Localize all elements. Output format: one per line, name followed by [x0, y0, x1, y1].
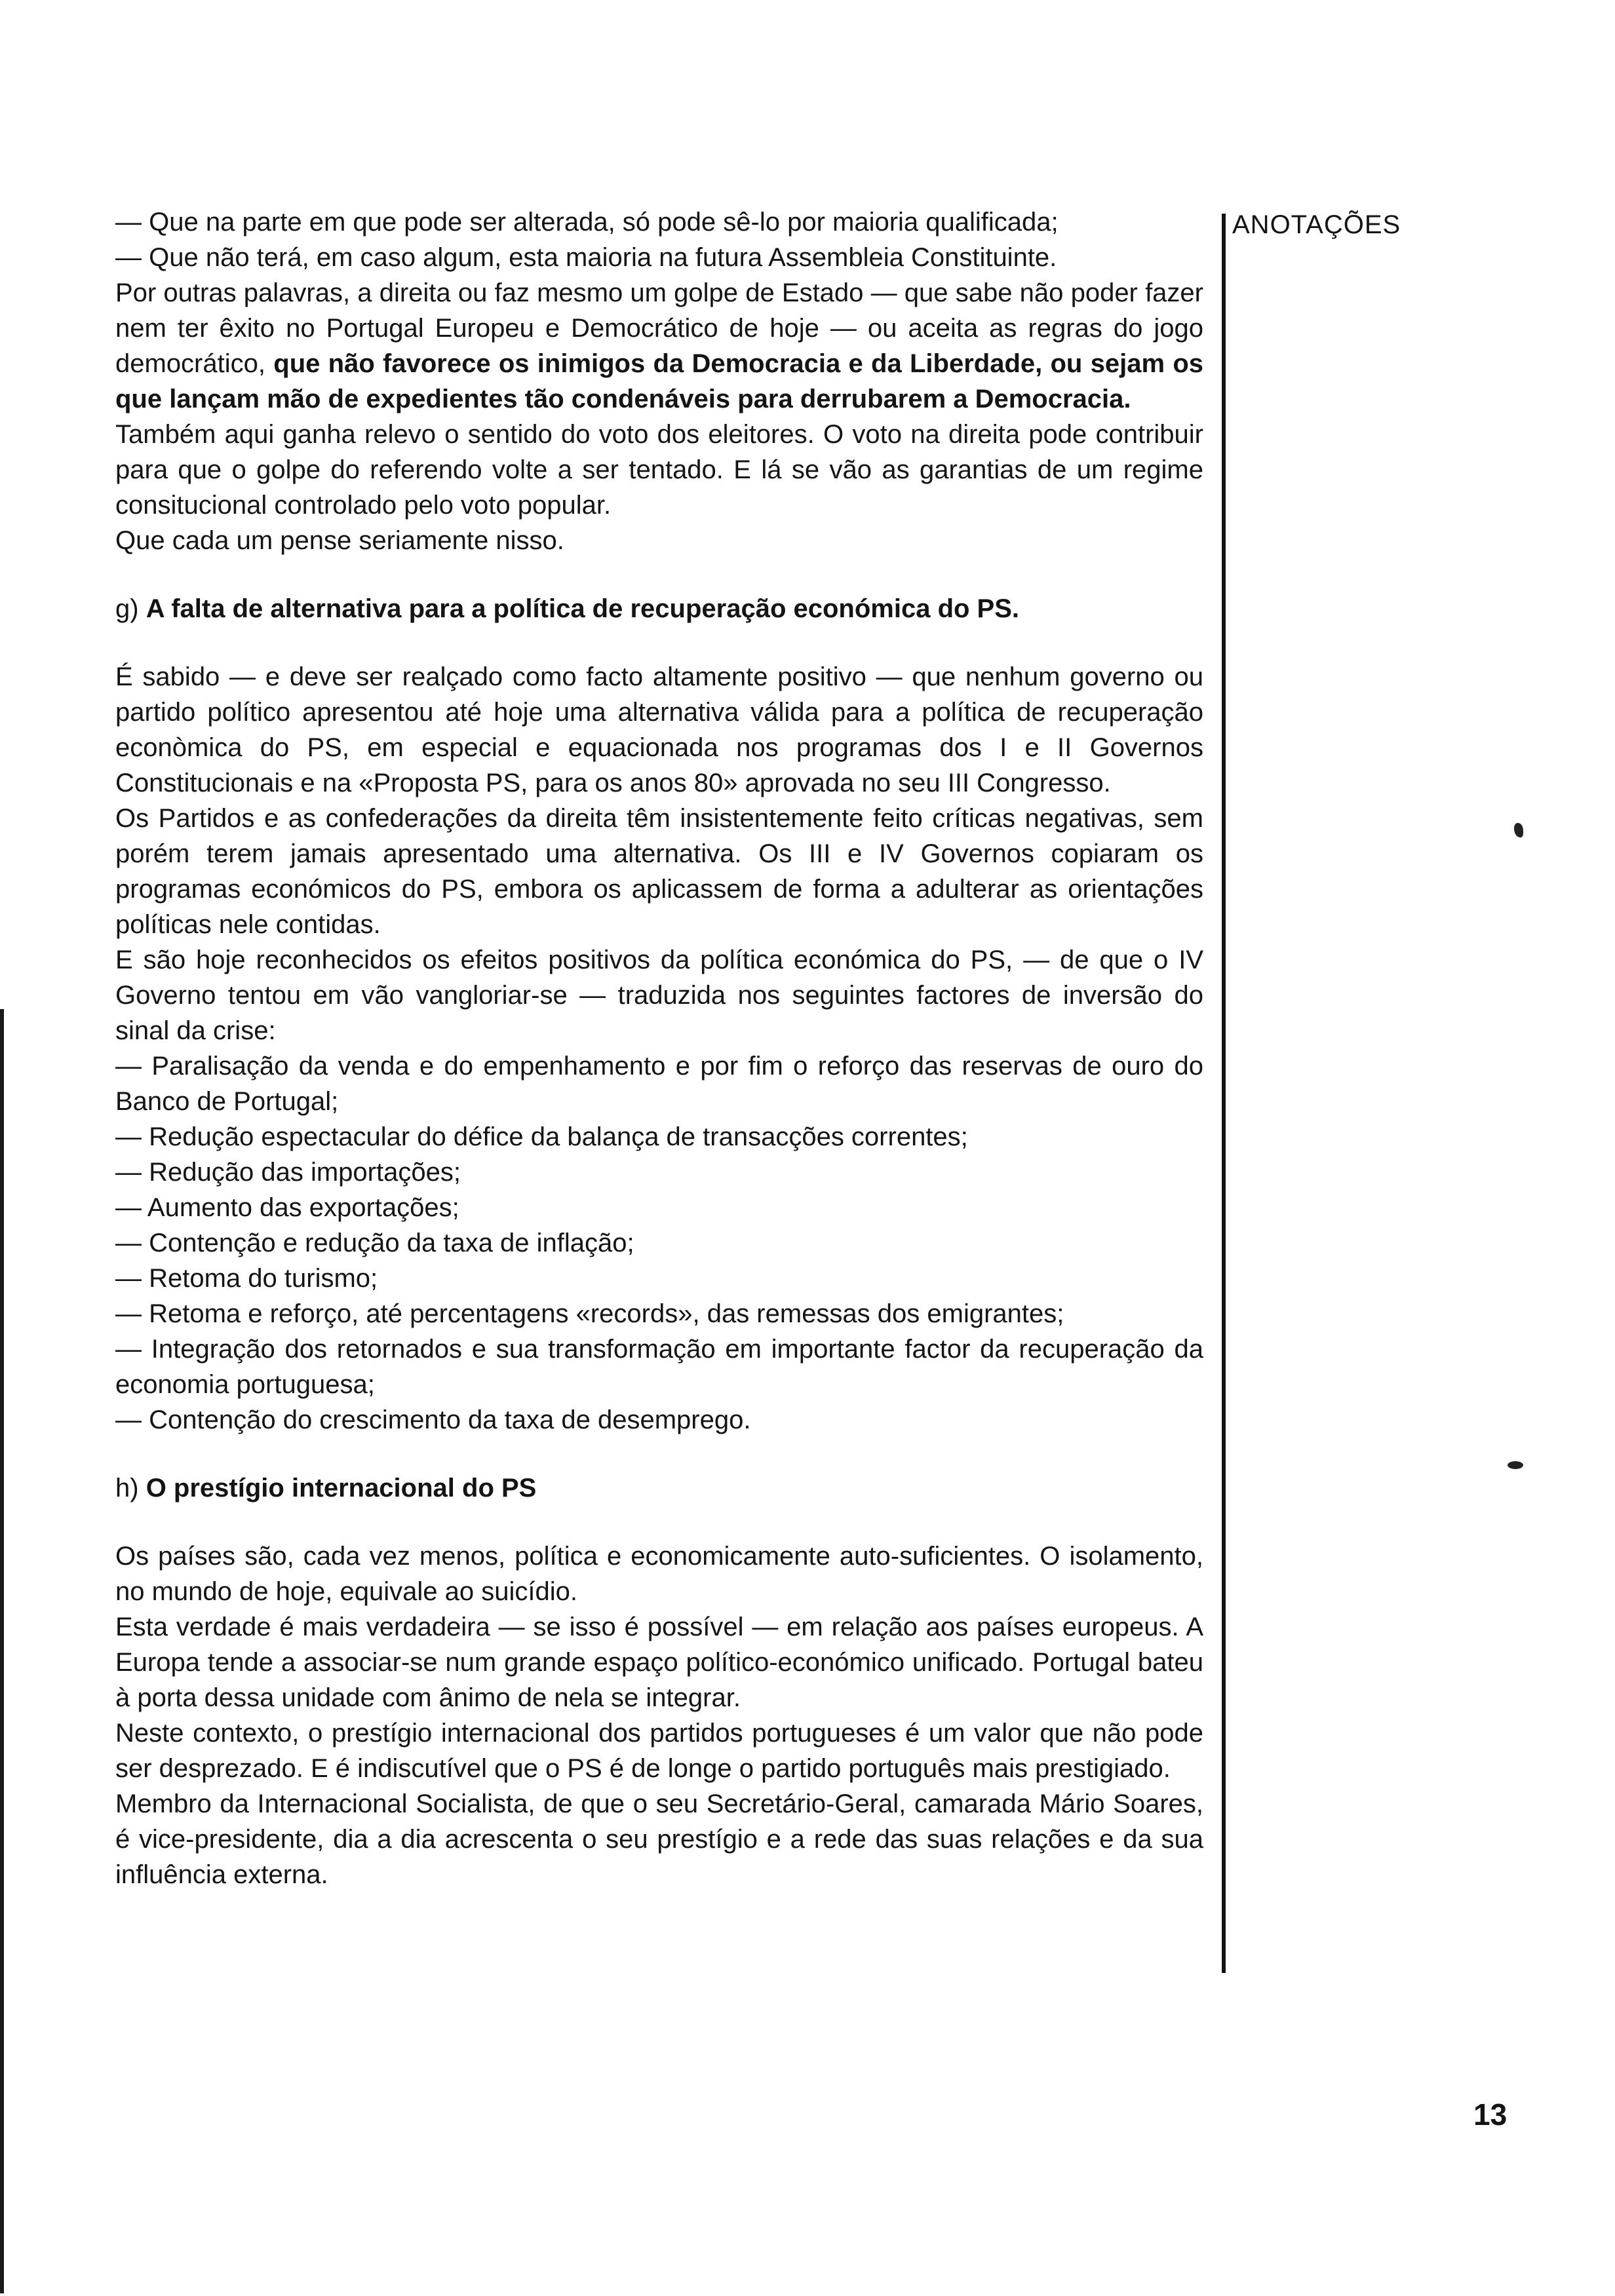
section-g-item-3: — Redução das importações;: [115, 1158, 461, 1187]
section-g-item-7: — Retoma e reforço, até percentagens «records», das remessas dos emigrantes;: [115, 1299, 1064, 1328]
section-g-item-8: — Integração dos retornados e sua transformação em importante factor da recuperação da economia portuguesa;: [115, 1335, 1203, 1399]
intro-item-1: — Que na parte em que pode ser alterada, só pode sê-lo por maioria qualificada;: [115, 208, 1059, 237]
section-h-title: O prestígio internacional do PS: [146, 1474, 537, 1502]
section-h-paragraph-1: Os países são, cada vez menos, política e economicamente auto-suficientes. O isolamento, no mundo de hoje, equivale ao suicídio.: [115, 1542, 1203, 1606]
annotations-margin-rule: [1222, 214, 1226, 1973]
scan-mark: [0, 1009, 4, 2293]
intro-paragraph-3: Que cada um pense seriamente nisso.: [115, 526, 564, 555]
section-h-heading: [115, 1470, 1203, 1506]
section-h-letter: h): [115, 1474, 139, 1502]
section-g-item-5: — Contenção e redução da taxa de inflação;: [115, 1229, 634, 1257]
scan-mark: [1514, 823, 1523, 837]
section-h-paragraph-4: Membro da Internacional Socialista, de que o seu Secretário-Geral, camarada Mário Soares, é vice-presidente, dia a dia acrescenta o seu prestígio e a rede das suas relações e da sua influência externa.: [115, 1789, 1203, 1889]
annotations-label: ANOTAÇÕES: [1232, 210, 1401, 239]
section-g-item-9: — Contenção do crescimento da taxa de desemprego.: [115, 1406, 751, 1434]
section-g-heading: [115, 591, 1203, 626]
section-g-letter: g): [115, 594, 139, 623]
section-g-paragraph-1: É sabido — e deve ser realçado como facto altamente positivo — que nenhum governo ou partido político apresentou até hoje uma alternativa válida para a política de recuperação econòmica do PS, em especial e equacionada nos programas dos I e II Governos Constitucionais e na «Proposta PS, para os anos 80» aprovada no seu III Congresso.: [115, 662, 1203, 797]
section-g-paragraph-3: E são hoje reconhecidos os efeitos positivos da política económica do PS, — de que o IV Governo tentou em vão vangloriar-se — traduzida nos seguintes factores de inversão do sinal da crise:: [115, 946, 1203, 1045]
scan-mark: [1508, 1461, 1523, 1469]
intro-paragraph-1-normal: Por outras palavras, a direita ou faz mesmo um golpe de Estado — que sabe não poder fazer nem ter êxito no Portugal Europeu e Democrático de hoje — ou aceita as regras do jogo democrático,: [115, 278, 1203, 378]
section-h-paragraph-3: Neste contexto, o prestígio internacional dos partidos portugueses é um valor que não pode ser desprezado. E é indiscutível que o PS é de longe o partido português mais prestigiado.: [115, 1719, 1203, 1783]
section-g-item-4: — Aumento das exportações;: [115, 1193, 459, 1222]
intro-paragraph-1-bold: que não favorece os inimigos da Democracia e da Liberdade, ou sejam os que lançam mão de expedientes tão condenáveis para derrubarem a Democracia.: [115, 349, 1203, 413]
section-g-title: A falta de alternativa para a política de recuperação económica do PS.: [146, 594, 1020, 623]
section-g-item-1: — Paralisação da venda e do empenhamento e por fim o reforço das reservas de ouro do Banco de Portugal;: [115, 1052, 1203, 1116]
main-text-column: [115, 204, 1203, 1892]
section-h-paragraph-2: Esta verdade é mais verdadeira — se isso é possível — em relação aos países europeus. A Europa tende a associar-se num grande espaço político-económico unificado. Portugal bateu à porta dessa unidade com ânimo de nela se integrar.: [115, 1613, 1203, 1712]
intro-paragraph-2: Também aqui ganha relevo o sentido do voto dos eleitores. O voto na direita pode contribuir para que o golpe do referendo volte a ser tentado. E lá se vão as garantias de um regime consitucional controlado pelo voto popular.: [115, 420, 1203, 520]
section-g-paragraph-2: Os Partidos e as confederações da direita têm insistentemente feito críticas negativas, sem porém terem jamais apresentado uma alternativa. Os III e IV Governos copiaram os programas económicos do PS, embora os aplicassem de forma a adulterar as orientações políticas nele contidas.: [115, 804, 1203, 939]
section-g-item-6: — Retoma do turismo;: [115, 1264, 378, 1293]
intro-item-2: — Que não terá, em caso algum, esta maioria na futura Assembleia Constituinte.: [115, 243, 1057, 272]
section-g-item-2: — Redução espectacular do défice da balança de transacções correntes;: [115, 1122, 968, 1151]
intro-paragraph-1: [115, 275, 1203, 417]
page-number: 13: [1473, 2097, 1508, 2132]
